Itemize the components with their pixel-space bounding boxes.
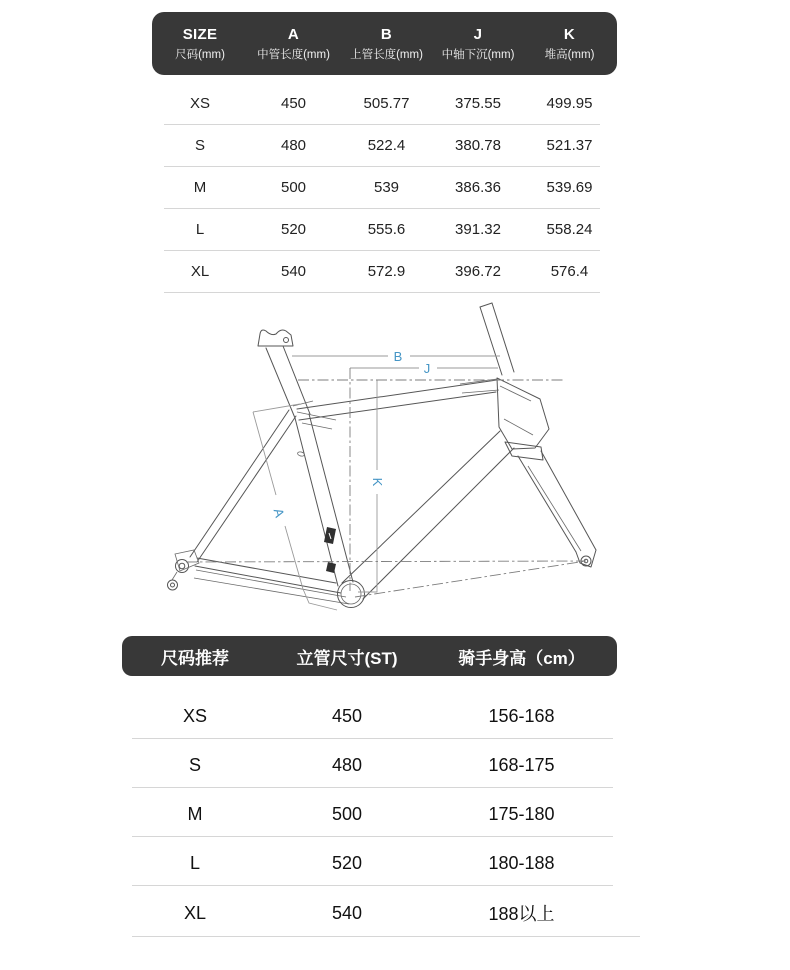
cell-st: 500 [331,803,363,824]
dim-label-k: K [370,477,385,487]
cell-b: 572.9 [367,262,406,280]
cell-size: XS [189,94,210,112]
row-divider [164,292,600,293]
recommendation-row-xs [122,692,617,740]
cell-a: 520 [280,220,307,238]
dim-label-j: J [423,361,431,376]
cell-a: 540 [280,262,307,280]
geometry-row-l [152,208,617,250]
geometry-header-j [434,26,522,62]
geometry-header-k [522,26,617,62]
cell-a: 500 [280,178,307,196]
cell-height: 188以上 [488,904,555,924]
row-divider [132,787,613,788]
cell-size: L [189,852,200,873]
header-label: 中轴下沉(mm) [441,48,515,61]
cell-st: 450 [331,705,363,726]
geometry-row-s [152,124,617,166]
cell-j: 391.32 [455,220,501,238]
header-label: 中管长度(mm) [257,48,330,61]
cell-st: 520 [331,852,363,873]
header-label: 尺码(mm) [175,48,225,61]
cell-b: 505.77 [363,94,410,112]
recommendation-table-header [122,636,617,676]
row-divider [164,166,600,167]
cell-b: 555.6 [367,220,406,238]
dimension-lines [186,349,586,610]
header-code: A [287,25,300,43]
rec-header-rider-height: 骑手身高（cm） [458,648,585,668]
geometry-header-b [339,26,434,62]
geometry-header-size [152,26,248,62]
dim-label-b: B [393,349,403,364]
cell-height: 175-180 [488,803,555,824]
cell-height: 168-175 [488,754,555,775]
cell-height: 156-168 [488,705,555,726]
row-divider [132,936,640,937]
header-code: K [563,25,576,43]
header-label: 堆高(mm) [544,48,595,61]
header-label: 上管长度(mm) [350,48,423,61]
recommendation-row-m [122,790,617,838]
cell-b: 522.4 [367,136,406,154]
geometry-table-header [152,12,617,75]
header-code: J [473,25,483,43]
geometry-row-xl [152,250,617,292]
cell-a: 480 [280,136,307,154]
cell-st: 480 [331,754,363,775]
cell-size: XS [182,705,207,726]
row-divider [132,885,613,886]
cell-size: S [194,136,205,154]
cell-j: 380.78 [455,136,501,154]
cell-size: XL [183,902,207,923]
row-divider [164,124,600,125]
header-code: SIZE [182,25,218,43]
recommendation-row-s [122,741,617,789]
cell-size: M [187,803,203,824]
cell-size: L [195,220,205,238]
recommendation-row-l [122,839,617,887]
geometry-row-m [152,166,617,208]
cell-k: 521.37 [546,136,593,154]
rec-header-seat-tube: 立管尺寸(ST) [296,648,398,668]
header-code: B [380,25,393,43]
bb-drop-reference-line [355,561,586,597]
rec-header-size: 尺码推荐 [161,648,229,668]
cell-j: 386.36 [455,178,501,196]
cell-j: 375.55 [455,94,501,112]
cell-height: 180-188 [488,852,555,873]
row-divider [164,208,600,209]
recommendation-row-xl [122,889,617,937]
cell-k: 576.4 [550,262,589,280]
cell-j: 396.72 [455,262,501,280]
row-divider [164,250,600,251]
cell-size: S [188,754,201,775]
geometry-header-a [248,26,339,62]
dim-label-a: A [270,506,288,520]
cell-k: 499.95 [546,94,593,112]
bike-frame-geometry-diagram [160,300,640,635]
row-divider [132,738,613,739]
cell-size: XL [190,262,210,280]
cell-a: 450 [280,94,307,112]
cell-k: 539.69 [546,178,593,196]
cell-b: 539 [373,178,400,196]
cell-st: 540 [331,902,363,923]
cell-size: M [193,178,207,196]
axle-reference-line [186,561,586,562]
geometry-row-xs [152,82,617,124]
row-divider [132,836,613,837]
cell-k: 558.24 [546,220,593,238]
